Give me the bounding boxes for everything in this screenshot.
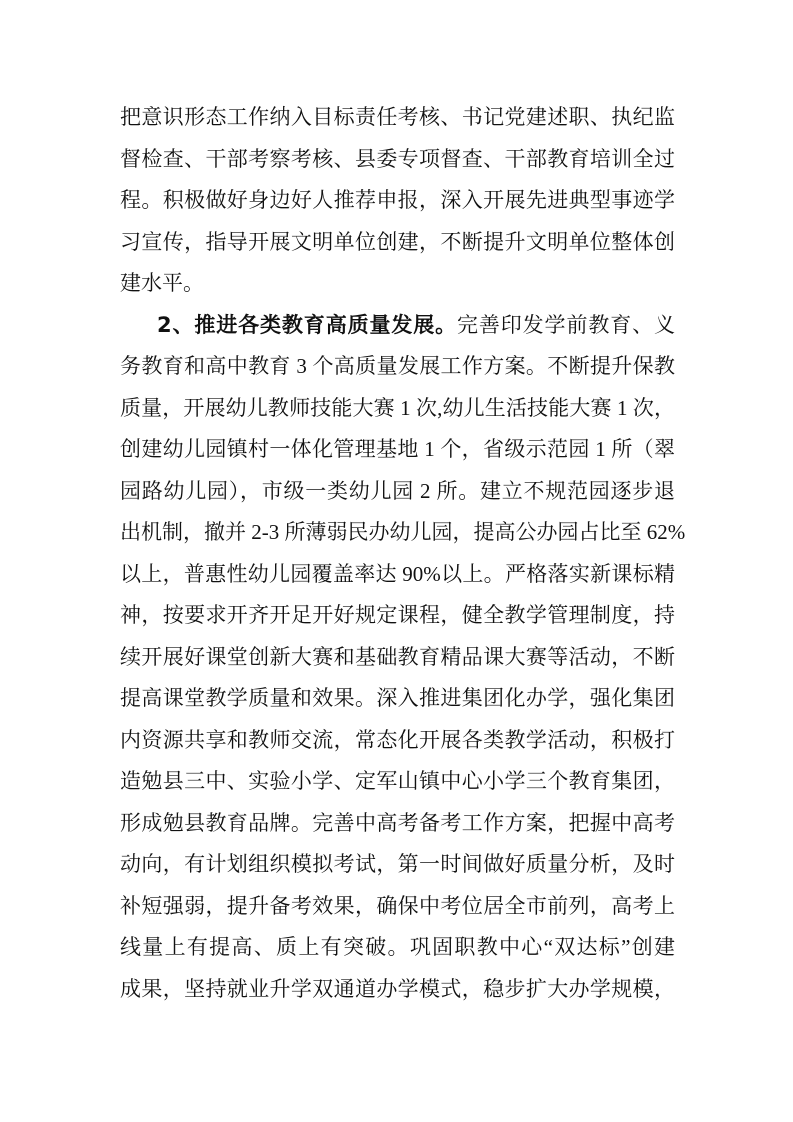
text-line: 补短强弱，提升备考效果，确保中考位居全市前列，高考上: [120, 893, 675, 918]
paragraph-education: [120, 305, 686, 1011]
text-line: 续开展好课堂创新大赛和基础教育精品课大赛等活动，不断: [120, 644, 675, 669]
text-line: [120, 305, 675, 347]
document-page: [120, 97, 686, 1010]
text-line: 内资源共享和教师交流，常态化开展各类教学活动，积极打: [120, 727, 675, 752]
section-heading: 2、推进各类教育高质量发展。: [157, 312, 458, 337]
text-line: 提高课堂教学质量和效果。深入推进集团化办学，强化集团: [120, 686, 675, 710]
text-run: 完善印发学前教育、义: [457, 312, 675, 337]
paragraph-ideology: [120, 97, 675, 305]
text-line: 建水平。: [120, 271, 204, 295]
text-line: 出机制，撤并 2-3 所薄弱民办幼儿园，提高公办园占比至 62%: [120, 520, 686, 544]
text-line: 创建幼儿园镇村一体化管理基地 1 个，省级示范园 1 所（翠: [120, 437, 675, 461]
text-line: 把意识形态工作纳入目标责任考核、书记党建述职、执纪监: [120, 105, 675, 129]
text-line: 神，按要求开齐开足开好规定课程，健全教学管理制度，持: [120, 603, 675, 627]
text-line: 程。积极做好身边好人推荐申报，深入开展先进典型事迹学: [120, 188, 675, 212]
text-line: 以上，普惠性幼儿园覆盖率达 90%以上。严格落实新课标精: [120, 561, 675, 586]
text-line: 动向，有计划组织模拟考试，第一时间做好质量分析，及时: [120, 852, 675, 876]
text-line: 务教育和高中教育 3 个高质量发展工作方案。不断提升保教: [120, 354, 675, 378]
text-line: 造勉县三中、实验小学、定军山镇中心小学三个教育集团，: [120, 769, 675, 793]
text-line: 督检查、干部考察考核、县委专项督查、干部教育培训全过: [120, 146, 675, 171]
text-line: 成果，坚持就业升学双通道办学模式，稳步扩大办学规模，: [120, 976, 675, 1001]
text-line: 园路幼儿园），市级一类幼儿园 2 所。建立不规范园逐步退: [120, 478, 675, 503]
text-line: 质量，开展幼儿教师技能大赛 1 次,幼儿生活技能大赛 1 次，: [120, 395, 675, 420]
text-line: 线量上有提高、质上有突破。巩固职教中心“双达标”创建: [120, 935, 675, 959]
text-line: 习宣传，指导开展文明单位创建，不断提升文明单位整体创: [120, 229, 675, 254]
text-line: 形成勉县教育品牌。完善中高考备考工作方案，把握中高考: [120, 810, 675, 835]
